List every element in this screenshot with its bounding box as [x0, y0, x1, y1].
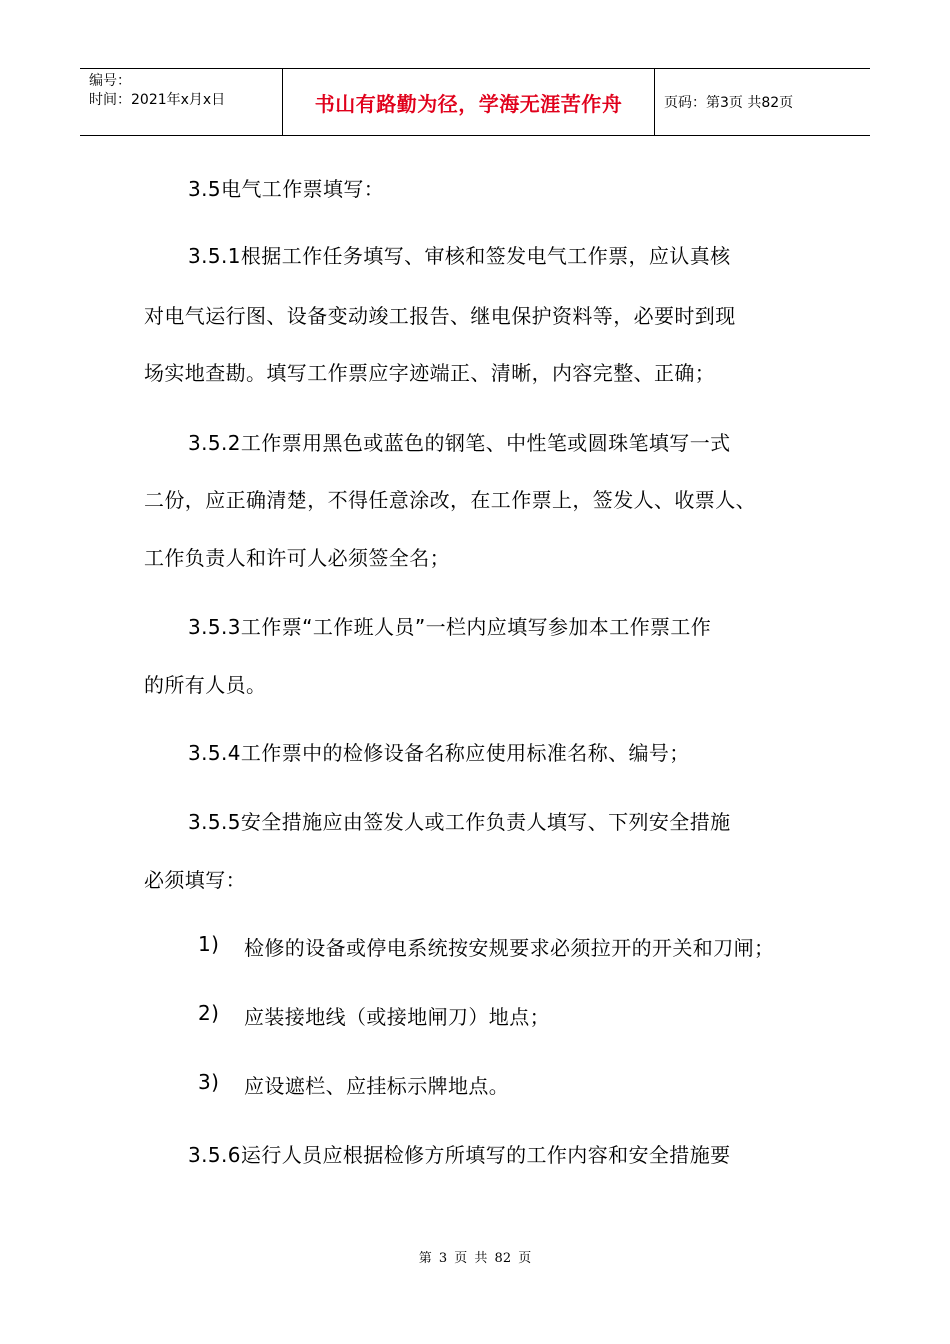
document-number-label: 编号：: [89, 73, 131, 89]
header-slogan: 书山有路勤为径，学海无涯苦作舟: [283, 69, 655, 135]
list-item-number: 3): [198, 1070, 220, 1094]
paragraph-line: 3.5.3工作票“工作班人员”一栏内应填写参加本工作票工作: [188, 615, 712, 639]
paragraph-line: 3.5.1根据工作任务填写、审核和签发电气工作票，应认真核: [188, 244, 731, 268]
section-heading: 3.5电气工作票填写：: [188, 177, 385, 201]
paragraph-line: 的所有人员。: [144, 673, 267, 697]
list-item-number: 1): [198, 932, 220, 956]
document-time: 时间：2021年x月x日: [89, 92, 226, 108]
page-footer: 第 3 页 共 82 页: [418, 1251, 532, 1266]
document-header: [80, 68, 870, 136]
list-item-number: 2): [198, 1001, 220, 1025]
paragraph-line: 工作负责人和许可人必须签全名；: [144, 546, 450, 570]
header-page-info: 页码：第3页 共82页: [664, 95, 794, 111]
list-item-text: 应设遮栏、应挂标示牌地点。: [244, 1074, 510, 1098]
header-meta-cell: [80, 69, 283, 135]
paragraph-line: 3.5.4工作票中的检修设备名称应使用标准名称、编号；: [188, 741, 690, 765]
paragraph-line: 对电气运行图、设备变动竣工报告、继电保护资料等，必要时到现: [144, 304, 736, 328]
paragraph-line: 二份，应正确清楚，不得任意涂改，在工作票上，签发人、收票人、: [144, 488, 756, 512]
paragraph-line: 场实地查勘。填写工作票应字迹端正、清晰，内容完整、正确；: [144, 361, 716, 385]
paragraph-line: 3.5.2工作票用黑色或蓝色的钢笔、中性笔或圆珠笔填写一式: [188, 431, 731, 455]
paragraph-line: 3.5.5安全措施应由签发人或工作负责人填写、下列安全措施: [188, 810, 731, 834]
list-item-text: 应装接地线（或接地闸刀）地点；: [244, 1005, 550, 1029]
paragraph-line: 必须填写：: [144, 868, 246, 892]
paragraph-line: 3.5.6运行人员应根据检修方所填写的工作内容和安全措施要: [188, 1143, 731, 1167]
list-item-text: 检修的设备或停电系统按安规要求必须拉开的开关和刀闸；: [244, 936, 775, 960]
